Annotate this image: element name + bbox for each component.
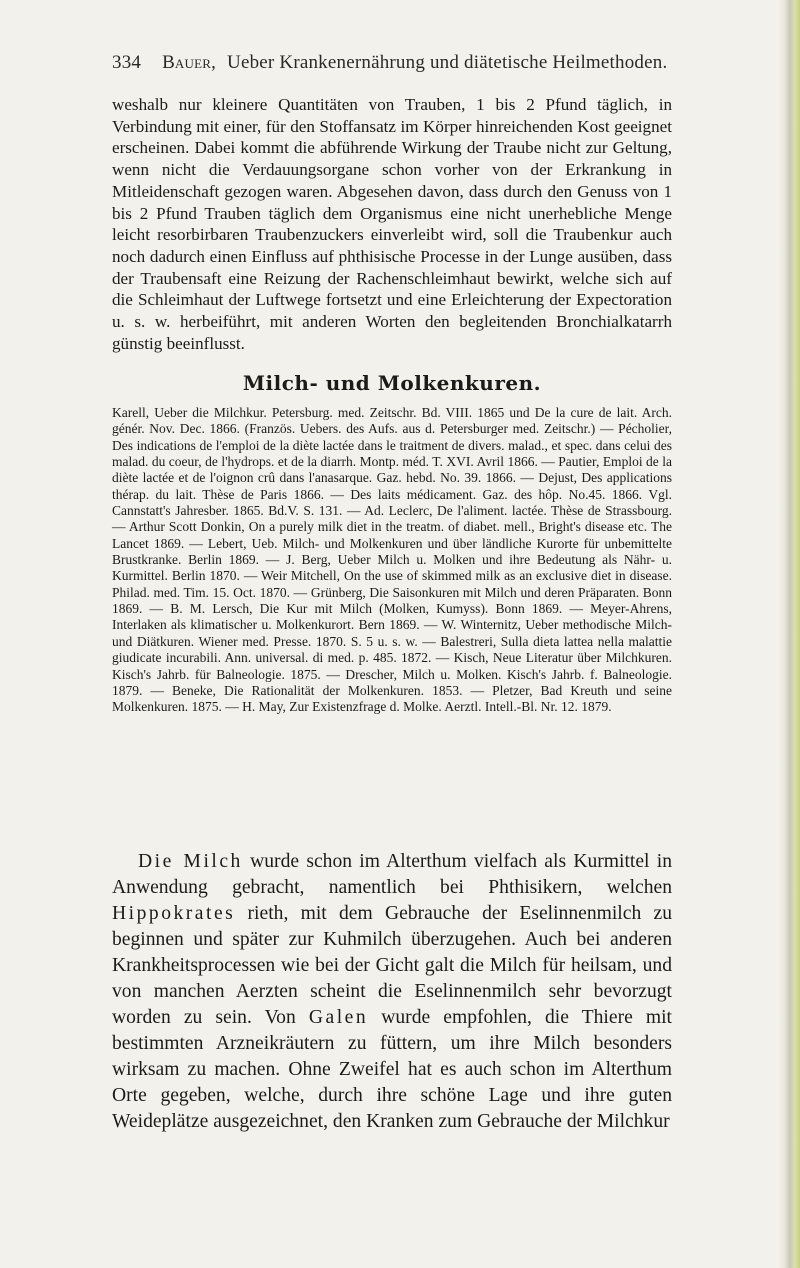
person-name: Hippokrates xyxy=(112,903,236,924)
paragraph-grape-cure: weshalb nur kleinere Quantitäten von Trauben, 1 bis 2 Pfund täglich, in Verbindung mit einer, für den Stoffansatz im Körper hinreichenden Kost geeignet erscheinen. Dabei kommt die abführende Wirkung der Traube nicht zur Geltung, wenn nicht die Verdauungsorgane schon vorher von der Erkrankung in Mitleidenschaft gezogen waren. Abgesehen davon, dass durch den Genuss von 1 bis 2 Pfund Trauben täglich dem Organismus eine nicht unerhebliche Menge leicht resorbirbaren Traubenzuckers einverleibt wird, soll die Traubenkur auch noch dadurch einen Einfluss auf phthisische Processe in der Lunge ausüben, dass der Traubensaft eine Reizung der Rachenschleimhaut bewirkt, welche sich auf die Schleimhaut der Luftwege fortsetzt und eine Erleichterung der Expectoration u. s. w. herbeiführt, mit anderen Worten den begleitenden Bronchialkatarrh günstig beeinflusst. xyxy=(112,95,672,353)
header-title: Ueber Krankenernährung und diätetische Heilmethoden. xyxy=(227,52,668,73)
page-edge-shadow xyxy=(778,0,800,1268)
header-author: Bauer, xyxy=(162,52,217,73)
running-header xyxy=(112,52,672,74)
person-name: Galen xyxy=(308,1007,369,1028)
paragraph-milk-history xyxy=(112,849,672,1135)
text-segment: wurde empfohlen, die Thiere mit bestimmten Arzneikräutern zu füttern, um ihre Milch besonders wirksam zu machen. Ohne Zweifel hat es auch schon im Alterthum Orte gegeben, welche, durch ihre schöne Lage und ihre guten Weideplätze ausgezeichnet, den Kranken zum Gebrauche der Milchkur xyxy=(112,1007,672,1132)
text-segment: wurde schon im Alterthum vielfach als Kurmittel in Anwendung gebracht, namentlich bei Phthisikern, welchen xyxy=(112,851,672,898)
bibliography-block: Karell, Ueber die Milchkur. Petersburg. med. Zeitschr. Bd. VIII. 1865 und De la cure de lait. Arch. génér. Nov. Dec. 1866. (Französ. Uebers. des Aufs. aus d. Petersburger med. Zeitschr.) — Pécholier, Des indications de l'emploi de la diète lactée dans le traitment de divers. malad., et spec. dans celui des malad. du coeur, de l'hydrops. et de la diarrh. Montp. méd. T. XVI. Avril 1866. — Pautier, Emploi de la diète lactée et de l'oignon crû dans l'anasarque. Gaz. hebd. No. 39. 1866. — Dejust, Des applications thérap. du lait. Thèse de Paris 1866. — Des laits médicament. Gaz. des hôp. No.45. 1866. Vgl. Cannstatt's Jahresber. 1865. Bd.V. S. 131. — Ad. Leclerc, De l'aliment. lactée. Thèse de Strassbourg. — Arthur Scott Donkin, On a purely milk diet in the treatm. of diabet. mell., Bright's disease etc. The Lancet 1869. — Lebert, Ueb. Milch- und Molkenkuren und über ländliche Kurorte für unbemittelte Brustkranke. Berlin 1869. — J. Berg, Ueber Milch u. Molken und ihre Bedeutung als Nähr- u. Kurmittel. Berlin 1870. — Weir Mitchell, On the use of skimmed milk as an exclusive diet in disease. Philad. med. Tim. 15. Oct. 1870. — Grünberg, Die Saisonkuren mit Milch und deren Präparaten. Bonn 1869. — B. M. Lersch, Die Kur mit Milch (Molken, Kumyss). Bonn 1869. — Meyer-Ahrens, Interlaken als klimatischer u. Molkenkurort. Bern 1869. — W. Winternitz, Ueber methodische Milch- und Diätkuren. Wiener med. Presse. 1870. S. 5 u. s. w. — Balestreri, Sulla dieta lattea nella malattie giudicate incurabili. Ann. universal. di med. p. 485. 1872. — Kisch, Neue Literatur über Milchkuren. Kisch's Jahrb. für Balneologie. 1875. — Drescher, Milch u. Molken. Kisch's Jahrb. f. Balneologie. 1879. — Beneke, Die Rationalität der Molkenkuren. 1853. — Pletzer, Bad Kreuth und seine Molkenkuren. 1875. — H. May, Zur Existenzfrage d. Molke. Aerztl. Intell.-Bl. Nr. 12. 1879. xyxy=(112,405,672,715)
section-heading: Milch- und Molkenkuren. xyxy=(242,371,542,395)
text-segment: rieth, mit dem Gebrauche der Eselinnenmilch zu beginnen und später zur Kuhmilch überzugehen. Auch bei anderen Krankheitsprocessen wie bei der Gicht galt die Milch für heilsam, und von manchen Aerzten scheint die Eselinnenmilch sehr bevorzugt worden zu sein. Von xyxy=(112,903,672,1028)
lead-words: Die Milch xyxy=(138,851,243,872)
page-number: 334 xyxy=(112,52,142,73)
